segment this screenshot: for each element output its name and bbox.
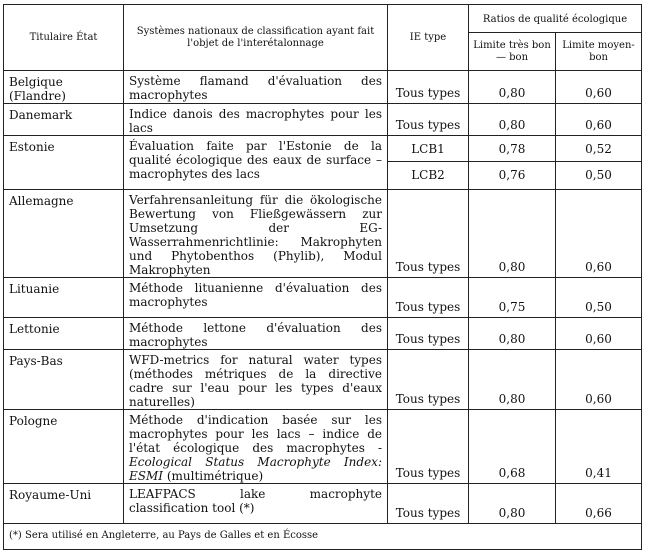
country-cell: Pologne [4, 410, 124, 484]
table-row [4, 410, 642, 484]
system-cell: Méthode lituanienne d'évaluation des macrophytes [124, 278, 388, 318]
country-cell: Allemagne [4, 190, 124, 278]
good-moderate-cell: 0,66 [556, 484, 642, 524]
good-moderate-cell: 0,60 [556, 190, 642, 278]
system-text-a: Méthode d'indication basée sur les macrophytes pour les lacs – indice de l'état écologique des macrophytes - [129, 413, 382, 455]
high-good-cell: 0,80 [469, 190, 556, 278]
type-cell [388, 136, 469, 190]
system-cell: WFD-metrics for natural water types (méthodes métriques de la directive cadre sur l'eau pour les types d'eaux naturelles) [124, 350, 388, 410]
macrophyte-classification-table [3, 4, 642, 550]
high-good-cell: 0,68 [469, 410, 556, 484]
footnote: (*) Sera utilisé en Angleterre, au Pays de Galles et en Écosse [4, 524, 642, 550]
header-good-moderate: Limite moyen-bon [556, 33, 642, 71]
type-cell: Tous types [388, 104, 469, 136]
document-page [3, 4, 642, 550]
country-cell: Royaume-Uni [4, 484, 124, 524]
type-cell: Tous types [388, 278, 469, 318]
header-ie-type: IE type [388, 5, 469, 71]
good-moderate-lcb1: 0,52 [556, 136, 641, 162]
high-good-cell: 0,80 [469, 71, 556, 104]
type-lcb2: LCB2 [411, 167, 445, 182]
good-moderate-cell [556, 136, 642, 190]
country-cell: Estonie [4, 136, 124, 190]
good-moderate-cell: 0,60 [556, 350, 642, 410]
type-cell: Tous types [388, 71, 469, 104]
type-cell: Tous types [388, 318, 469, 350]
good-moderate-cell: 0,60 [556, 318, 642, 350]
table-row [4, 278, 642, 318]
good-moderate-cell: 0,60 [556, 104, 642, 136]
country-cell: Lituanie [4, 278, 124, 318]
system-cell: Verfahrensanleitung für die ökologische Bewertung von Fließgewässern zur Umsetzung der EG-Wasserrahmenrichtlinie: Makrophyten und Phytobenthos (Phylib), Modul Makrophyten [124, 190, 388, 278]
high-good-cell: 0,80 [469, 104, 556, 136]
system-cell: Méthode lettone d'évaluation des macrophytes [124, 318, 388, 350]
system-cell: LEAFPACS lake macrophyte classification tool (*) [124, 484, 388, 524]
high-good-cell: 0,75 [469, 278, 556, 318]
high-good-lcb2: 0,76 [498, 167, 526, 182]
type-cell: Tous types [388, 190, 469, 278]
good-moderate-cell: 0,41 [556, 410, 642, 484]
high-good-cell: 0,80 [469, 350, 556, 410]
system-cell [124, 410, 388, 484]
high-good-cell: 0,80 [469, 318, 556, 350]
system-text-c: (multimétrique) [163, 469, 264, 483]
header-ratios: Ratios de qualité écologique [469, 5, 642, 33]
type-cell: Tous types [388, 484, 469, 524]
table-row [4, 104, 642, 136]
country-cell: Danemark [4, 104, 124, 136]
good-moderate-cell: 0,50 [556, 278, 642, 318]
high-good-cell: 0,80 [469, 484, 556, 524]
header-systems: Systèmes nationaux de classification ayant fait l'objet de l'interétalonnage [124, 5, 388, 71]
system-cell: Indice danois des macrophytes pour les lacs [124, 104, 388, 136]
type-lcb1: LCB1 [388, 136, 468, 162]
country-cell: Lettonie [4, 318, 124, 350]
type-cell: Tous types [388, 410, 469, 484]
table-row [4, 71, 642, 104]
type-cell: Tous types [388, 350, 469, 410]
header-country: Titulaire État [4, 5, 124, 71]
table-row [4, 350, 642, 410]
system-text-esmi: Ecological Status Macrophyte Index: ESMI [129, 455, 382, 483]
high-good-lcb1: 0,78 [469, 136, 555, 162]
table-row [4, 136, 642, 190]
good-moderate-cell: 0,60 [556, 71, 642, 104]
table-row [4, 318, 642, 350]
high-good-cell [469, 136, 556, 190]
system-cell: Évaluation faite par l'Estonie de la qualité écologique des eaux de surface – macrophytes des lacs [124, 136, 388, 190]
country-cell: Belgique (Flandre) [4, 71, 124, 104]
system-cell: Système flamand d'évaluation des macrophytes [124, 71, 388, 104]
table-row [4, 484, 642, 524]
table-row [4, 190, 642, 278]
country-cell: Pays-Bas [4, 350, 124, 410]
good-moderate-lcb2: 0,50 [585, 167, 612, 182]
header-high-good: Limite très bon — bon [469, 33, 556, 71]
